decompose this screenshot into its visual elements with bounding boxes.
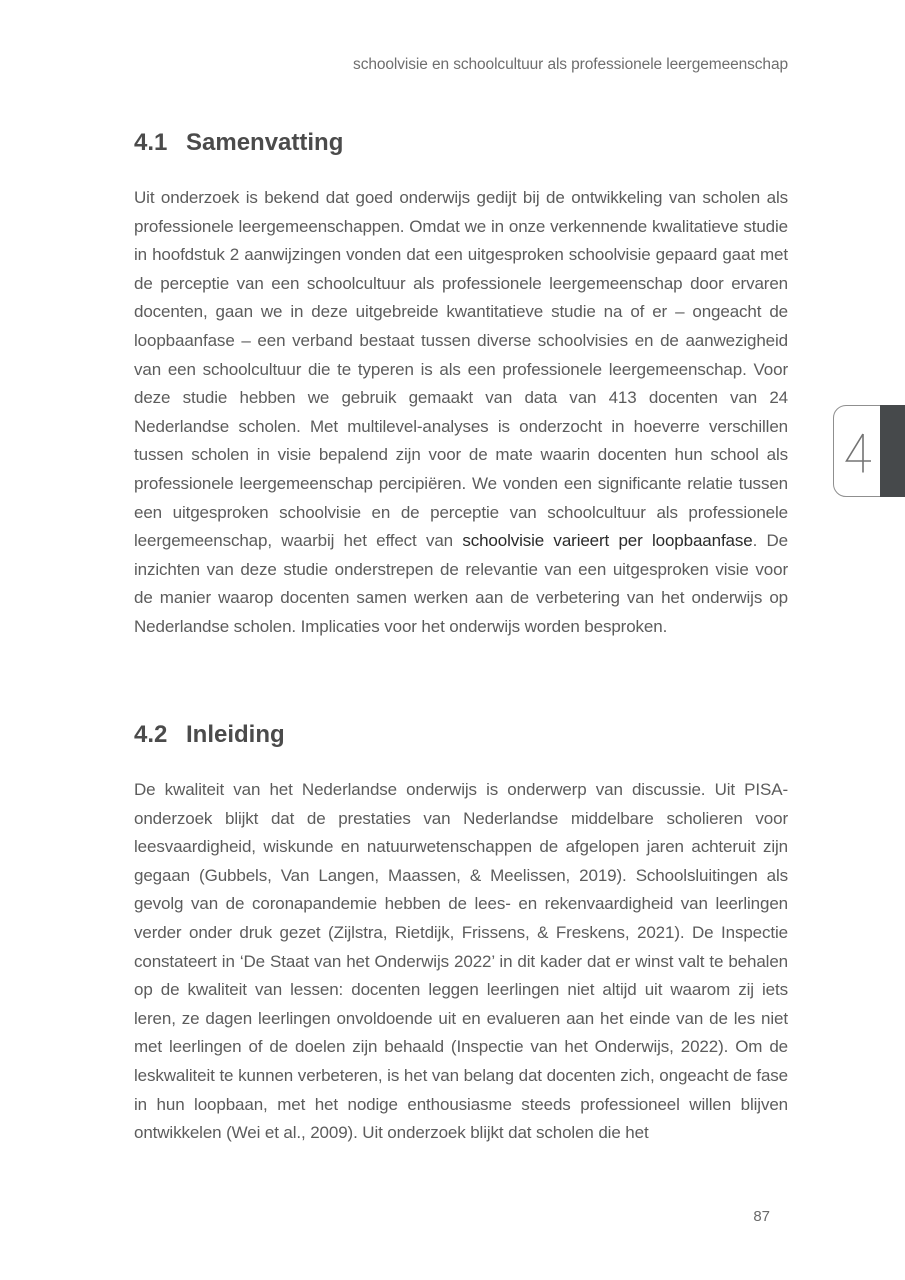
section-title: Inleiding [186,721,285,748]
text-segment: Uit onderzoek is bekend dat goed onderwijs gedijt bij de ontwikkeling van scholen als professionele leergemeenschappen. Omdat we in onze verkennende kwalitatieve studie in hoofdstuk 2 aanwijzingen vonden dat een uitgesproken schoolvisie gepaard gaat met de perceptie van een schoolcultuur als professionele leergemeenschap door ervaren docenten, gaan we in deze uitgebreide kwantitatieve studie na of er – ongeacht de loopbaanfase – een verband bestaat tussen diverse schoolvisies en de aanwezigheid van een schoolcultuur die te typeren is als een professionele leergemeenschap. Voor deze studie hebben we gebruik gemaakt van data van 413 docenten van 24 Nederlandse scholen. Met multilevel-analyses is onderzocht in hoeverre verschillen tussen scholen in visie bepalend zijn voor de mate waarin docenten hun school als professionele leergemeenschap percipiëren. We vonden een significante relatie tussen een uitgesproken schoolvisie en de perceptie van schoolcultuur als professionele leergemeenschap, waarbij het effect van [134,188,788,551]
section-number: 4.2 [134,721,168,748]
section-heading-samenvatting [134,127,788,159]
chapter-number-4-icon [845,433,872,473]
running-header: schoolvisie en schoolcultuur als professionele leergemeenschap [353,56,788,73]
page-number: 87 [753,1208,770,1225]
emphasized-text-segment: schoolvisie varieert per loopbaanfase [462,531,753,551]
section-number: 4.1 [134,129,168,156]
body-paragraph-inleiding [134,776,788,1148]
chapter-tab-box [833,405,882,497]
text-segment: . De inzichten van deze studie onderstrepen de relevantie van een uitgesproken visie voor de manier waarop docenten samen werken aan de verbetering van het onderwijs op Nederlandse scholen. Implicaties voor het onderwijs worden besproken. [134,531,788,636]
text-segment: De kwaliteit van het Nederlandse onderwijs is onderwerp van discussie. Uit PISA-onderzoek blijkt dat de prestaties van Nederlandse middelbare scholieren voor leesvaardigheid, wiskunde en natuurwetenschappen de afgelopen jaren achteruit zijn gegaan (Gubbels, Van Langen, Maassen, & Meelissen, 2019). Schoolsluitingen als gevolg van de coronapandemie hebben de lees- en rekenvaardigheid van leerlingen verder onder druk gezet (Zijlstra, Rietdijk, Frissens, & Freskens, 2021). De Inspectie constateert in ‘De Staat van het Onderwijs 2022’ in dit kader dat er winst valt te behalen op de kwaliteit van lessen: docenten leggen leerlingen niet altijd uit waarom zij iets leren, ze dagen leerlingen onvoldoende uit en evalueren aan het einde van de les niet met leerlingen of de doelen zijn behaald (Inspectie van het Onderwijs, 2022). Om de leskwaliteit te kunnen verbeteren, is het van belang dat docenten zich, ongeacht de fase in hun loopbaan, met het nodige enthousiasme steeds professioneel willen blijven ontwikkelen (Wei et al., 2009). Uit onderzoek blijkt dat scholen die het [134,780,788,1143]
section-title: Samenvatting [186,129,344,156]
body-paragraph-samenvatting [134,184,788,642]
chapter-tab-bleed-bar [880,405,905,497]
section-heading-inleiding [134,719,788,751]
